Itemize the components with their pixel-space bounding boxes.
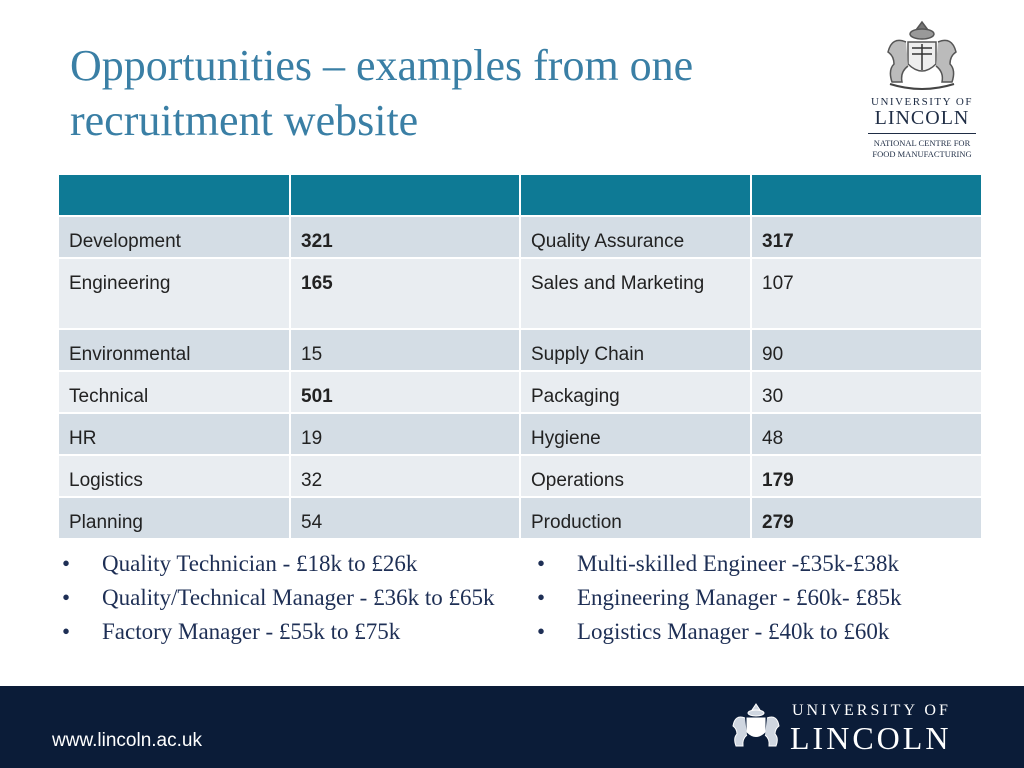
vacancies-table xyxy=(59,175,983,540)
footer-logo-lincoln: LINCOLN xyxy=(790,720,952,756)
table-row xyxy=(59,371,982,413)
table-row xyxy=(59,329,982,371)
job-count: 321 xyxy=(290,216,520,258)
table-row xyxy=(59,455,982,497)
job-count: 90 xyxy=(751,329,982,371)
footer-logo-university-of: UNIVERSITY OF xyxy=(792,702,951,719)
job-category: Engineering xyxy=(59,258,290,329)
salary-list-left xyxy=(62,547,502,649)
slide-title: Opportunities – examples from one recruitment website xyxy=(70,41,694,145)
salary-item: • Engineering Manager - £60k- £85k xyxy=(537,581,1007,615)
university-logo xyxy=(862,18,982,168)
salary-item: • Quality Technician - £18k to £26k xyxy=(62,547,502,581)
logo-ncfm-line1: NATIONAL CENTRE FOR xyxy=(873,138,971,148)
salary-list-right xyxy=(537,547,1007,649)
table-header-cell xyxy=(520,175,751,216)
logo-lincoln: LINCOLN xyxy=(874,107,970,129)
job-category: Development xyxy=(59,216,290,258)
salary-item: • Multi-skilled Engineer -£35k-£38k xyxy=(537,547,1007,581)
job-count: 501 xyxy=(290,371,520,413)
table-header-row xyxy=(59,175,982,216)
footer-crest-icon xyxy=(728,702,784,752)
table-header-cell xyxy=(59,175,290,216)
job-category: Packaging xyxy=(520,371,751,413)
logo-university-of: UNIVERSITY OF xyxy=(871,96,973,108)
job-count: 15 xyxy=(290,329,520,371)
salary-item: • Quality/Technical Manager - £36k to £65k xyxy=(62,581,502,615)
job-category: Planning xyxy=(59,497,290,539)
table-row xyxy=(59,258,982,329)
table-header-cell xyxy=(290,175,520,216)
job-count: 32 xyxy=(290,455,520,497)
table-row xyxy=(59,497,982,539)
job-category: Operations xyxy=(520,455,751,497)
job-count: 179 xyxy=(751,455,982,497)
job-count: 54 xyxy=(290,497,520,539)
job-category: HR xyxy=(59,413,290,455)
table-row xyxy=(59,413,982,455)
job-count: 48 xyxy=(751,413,982,455)
job-count: 317 xyxy=(751,216,982,258)
coat-of-arms-icon xyxy=(876,18,968,90)
job-category: Technical xyxy=(59,371,290,413)
job-count: 30 xyxy=(751,371,982,413)
job-category: Hygiene xyxy=(520,413,751,455)
logo-ncfm-line2: FOOD MANUFACTURING xyxy=(872,149,972,159)
logo-divider xyxy=(868,133,976,134)
job-category: Logistics xyxy=(59,455,290,497)
job-count: 165 xyxy=(290,258,520,329)
job-count: 107 xyxy=(751,258,982,329)
job-category: Quality Assurance xyxy=(520,216,751,258)
job-category: Production xyxy=(520,497,751,539)
table-header-cell xyxy=(751,175,982,216)
job-category: Environmental xyxy=(59,329,290,371)
salary-item: • Logistics Manager - £40k to £60k xyxy=(537,615,1007,649)
job-category: Supply Chain xyxy=(520,329,751,371)
job-category: Sales and Marketing xyxy=(520,258,751,329)
footer-bar xyxy=(0,686,1024,768)
job-count: 19 xyxy=(290,413,520,455)
footer-url-link[interactable]: www.lincoln.ac.uk xyxy=(52,730,202,751)
salary-item: • Factory Manager - £55k to £75k xyxy=(62,615,502,649)
job-count: 279 xyxy=(751,497,982,539)
table-row xyxy=(59,216,982,258)
